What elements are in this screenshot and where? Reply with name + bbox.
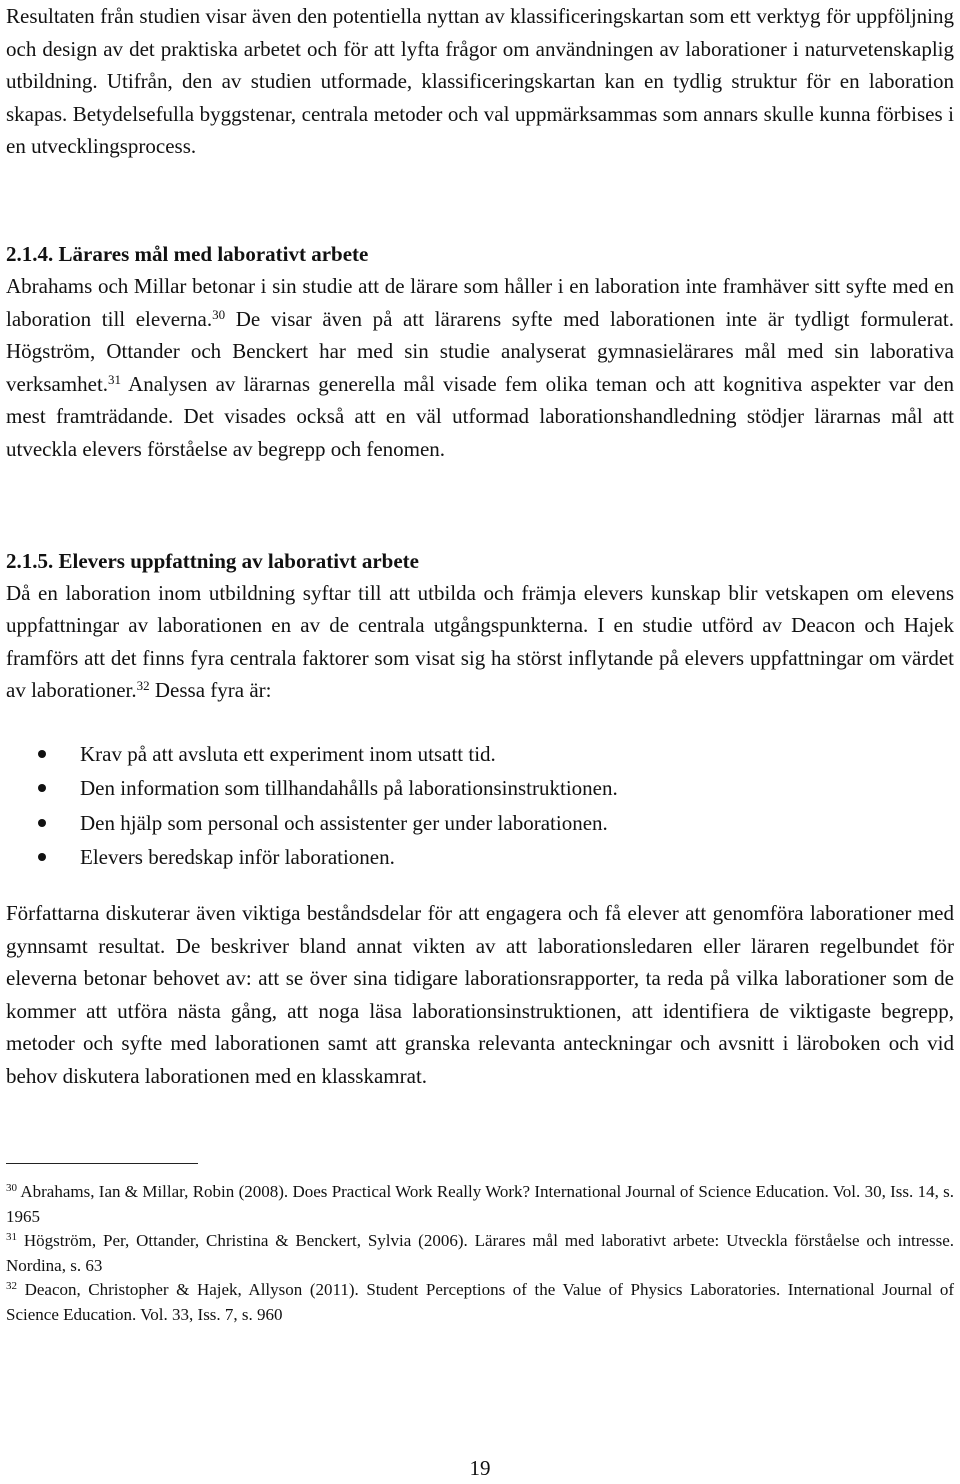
- section-2-1-5-paragraph: [6, 577, 954, 707]
- list-item: Den information som tillhandahålls på laborationsinstruktionen.: [6, 771, 954, 806]
- section-2-1-5-closing-paragraph: Författarna diskuterar även viktiga beståndsdelar för att engagera och få elever att genomföra laborationer med gynnsamt resultat. De beskriver bland annat vikten av att laborationsledaren eller läraren regelbundet för eleverna betonar behovet av: att se över sina tidigare laborationsrapporter, ta reda på vilka laborationer som de kommer att utföra nästa gång, att noga läsa laborationsinstruktionen, att identifiera de viktigaste begrepp, metoder och syfte med laborationen samt att granska relevanta anteckningar och avsnitt i läroboken och vid behov diskutera laborationen med en klasskamrat.: [6, 900, 954, 1088]
- footnote-32: $^{32}$ Deacon, Christopher & Hajek, Allyson (2011). Student Perceptions of the Value of Physics Laboratories. International Journal of Science Education. Vol. 33, Iss. 7, s. 960: [6, 1280, 954, 1324]
- footnote-ref-31[interactable]: 31: [108, 371, 122, 387]
- section-2-1-4-paragraph: [6, 270, 954, 466]
- bullet-icon: [38, 784, 46, 792]
- bullet-icon: [38, 819, 46, 827]
- footnote-30: $^{30}$ Abrahams, Ian & Millar, Robin (2008). Does Practical Work Really Work? International Journal of Science Education. Vol. 30, Iss. 14, s. 1965: [6, 1182, 954, 1226]
- footnote-ref-30[interactable]: 30: [212, 306, 226, 322]
- bullet-icon: [38, 853, 46, 861]
- paragraph-text: Abrahams och Millar betonar i sin studie att de lärare som håller i en laboration inte framhäver sitt syfte med en laboration till eleverna.: [6, 273, 954, 331]
- list-item: Elevers beredskap inför laborationen.: [6, 840, 954, 875]
- paragraph-text: Då en laboration inom utbildning syftar till att utbilda och främja elevers kunskap blir vetskapen om elevens uppfattningar av laborationen en av de centrala utgångspunkterna. I en studie utförd av Deacon och Hajek framförs att det finns fyra centrala faktorer som visat sig ha störst inflytande på elevers uppfattningar om värdet av laborationer.: [6, 580, 954, 703]
- bullet-icon: [38, 750, 46, 758]
- list-item: Krav på att avsluta ett experiment inom utsatt tid.: [6, 737, 954, 772]
- footnote-ref-32[interactable]: 32: [136, 678, 150, 694]
- intro-paragraph: Resultaten från studien visar även den potentiella nyttan av klassificeringskartan som ett verktyg för uppföljning och design av det praktiska arbetet och för att lyfta frågor om användningen av laborationer i naturvetenskaplig utbildning. Utifrån, den av studien utformade, klassificeringskartan kan en tydlig struktur för en laboration skapas. Betydelsefulla byggstenar, centrala metoder och val uppmärksammas som annars skulle kunna förbises i en utvecklingsprocess.: [6, 4, 954, 159]
- footnote-number: 32: [6, 1280, 17, 1293]
- paragraph-text: De visar även på att lärarens syfte med laborationen inte är tydligt formulerat. Högström, Ottander och Benckert har med sin studie analyserat gymnasielärares mål med sin laborativa verksamhet.: [6, 306, 954, 396]
- paragraph-text: Dessa fyra är:: [149, 678, 272, 703]
- section-heading-2-1-5: 2.1.5. Elevers uppfattning av laborativt arbete: [6, 548, 419, 573]
- footnotes: [6, 1180, 954, 1327]
- footnote-number: 30: [6, 1182, 17, 1195]
- paragraph-text: Analysen av lärarnas generella mål visade fem olika teman och att kognitiva aspekter var den mest framträdande. Det visades också att en väl utformad laborationshandledning stödjer lärarnas mål att utveckla elevers förståelse av begrepp och fenomen.: [6, 371, 954, 461]
- list-item: Den hjälp som personal och assistenter ger under laborationen.: [6, 806, 954, 841]
- footnote-separator: [6, 1163, 198, 1164]
- document-page: [6, 0, 954, 1327]
- factor-list: [6, 737, 954, 875]
- footnote-number: 31: [6, 1231, 17, 1244]
- section-heading-2-1-4: 2.1.4. Lärares mål med laborativt arbete: [6, 241, 369, 266]
- page-number: 19: [469, 1456, 491, 1480]
- footnote-31: $^{31}$ Högström, Per, Ottander, Christina & Benckert, Sylvia (2006). Lärares mål med laborativt arbete: Utveckla förståelse och intresse. Nordina, s. 63: [6, 1231, 954, 1275]
